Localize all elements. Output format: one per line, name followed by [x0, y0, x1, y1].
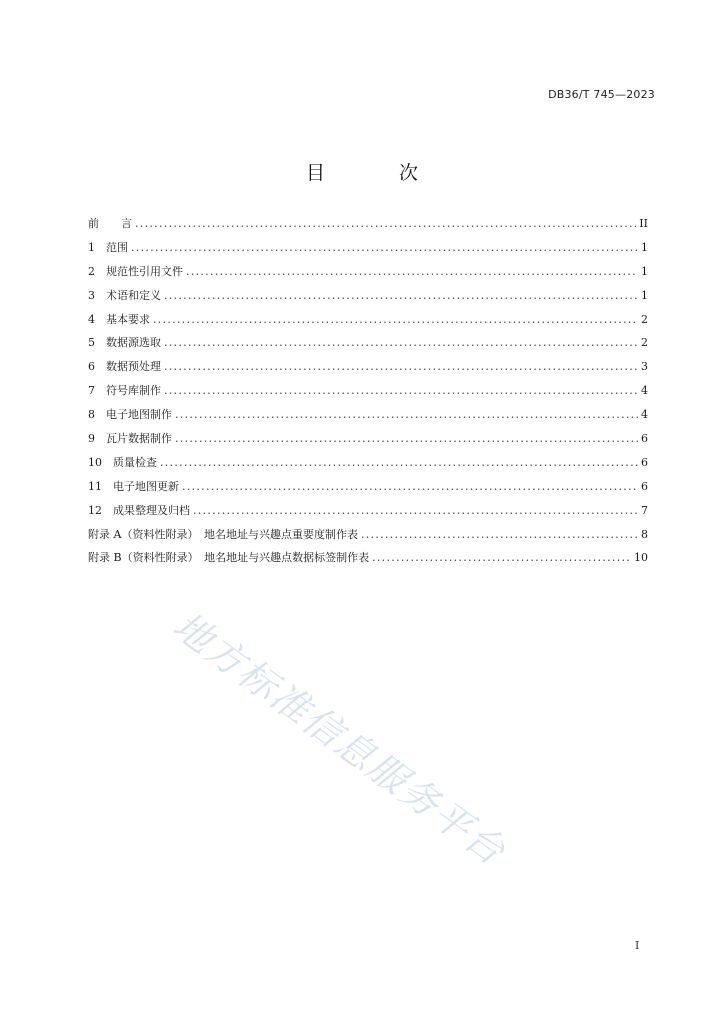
toc-leader-dots	[164, 289, 638, 303]
toc-leader-dots	[175, 432, 638, 446]
toc-leader-dots	[193, 504, 638, 518]
document-code: DB36/T 745—2023	[548, 88, 655, 101]
toc-leader-dots	[175, 408, 638, 422]
toc-leader-dots	[153, 313, 638, 327]
page-number: I	[635, 939, 640, 952]
toc-entry-label: 3 术语和定义	[88, 288, 161, 302]
toc-title: 目 次	[305, 162, 453, 184]
toc-entry-page: 1	[641, 264, 648, 278]
toc-entry-label: 附录 A（资料性附录） 地名地址与兴趣点重要度制作表	[88, 527, 358, 541]
toc-entry[interactable]	[88, 408, 648, 432]
toc-entry[interactable]	[88, 480, 648, 504]
toc-leader-dots	[186, 265, 638, 279]
toc-entry-label: 9 瓦片数据制作	[88, 432, 172, 446]
toc-entry-page: 10	[634, 551, 648, 565]
toc-entry-label: 4 基本要求	[88, 312, 150, 326]
toc-entry-page: 8	[641, 527, 648, 541]
toc-leader-dots	[164, 336, 638, 350]
toc-entry[interactable]	[88, 432, 648, 456]
toc-leader-dots	[164, 384, 638, 398]
toc-entry[interactable]	[88, 384, 648, 408]
toc-entry[interactable]	[88, 313, 648, 337]
toc-leader-dots	[372, 551, 631, 565]
toc-entry-label: 附录 B（资料性附录） 地名地址与兴趣点数据标签制作表	[88, 551, 370, 565]
toc-entry[interactable]	[88, 551, 648, 575]
toc-entry[interactable]	[88, 528, 648, 552]
toc-entry[interactable]	[88, 336, 648, 360]
toc-entry[interactable]	[88, 289, 648, 313]
toc-entry[interactable]	[88, 360, 648, 384]
toc-entry-label: 7 符号库制作	[88, 384, 161, 398]
toc-entry-page: 1	[641, 240, 648, 254]
toc-leader-dots	[131, 241, 638, 255]
table-of-contents	[88, 217, 648, 575]
toc-entry[interactable]	[88, 241, 648, 265]
toc-entry-label: 12 成果整理及归档	[88, 503, 190, 517]
toc-entry-label: 2 规范性引用文件	[88, 264, 183, 278]
toc-entry-label: 6 数据预处理	[88, 360, 161, 374]
toc-entry-page: 6	[641, 479, 648, 493]
toc-entry-page: 3	[641, 360, 648, 374]
toc-entry[interactable]	[88, 504, 648, 528]
toc-entry-label: 1 范围	[88, 240, 128, 254]
toc-entry-page: 2	[641, 312, 648, 326]
toc-leader-dots	[160, 456, 638, 470]
toc-leader-dots	[361, 528, 638, 542]
toc-entry-page: 6	[641, 455, 648, 469]
toc-leader-dots	[135, 217, 636, 231]
toc-entry-page: II	[639, 217, 648, 230]
toc-entry-page: 1	[641, 288, 648, 302]
toc-entry[interactable]	[88, 265, 648, 289]
toc-entry-page: 4	[641, 384, 648, 398]
toc-entry-page: 6	[641, 432, 648, 446]
toc-leader-dots	[182, 480, 638, 494]
toc-entry[interactable]	[88, 456, 648, 480]
toc-leader-dots	[164, 360, 638, 374]
toc-entry-page: 2	[641, 336, 648, 350]
toc-entry-label: 10 质量检查	[88, 455, 157, 469]
toc-entry-label: 11 电子地图更新	[88, 479, 179, 493]
toc-entry-label: 8 电子地图制作	[88, 408, 172, 422]
toc-entry-page: 4	[641, 408, 648, 422]
watermark: 地方标准信息服务平台	[164, 603, 515, 875]
toc-entry-label: 5 数据源选取	[88, 336, 161, 350]
toc-entry-page: 7	[641, 503, 648, 517]
toc-entry-label: 前 言	[88, 217, 132, 230]
toc-entry[interactable]	[88, 217, 648, 241]
